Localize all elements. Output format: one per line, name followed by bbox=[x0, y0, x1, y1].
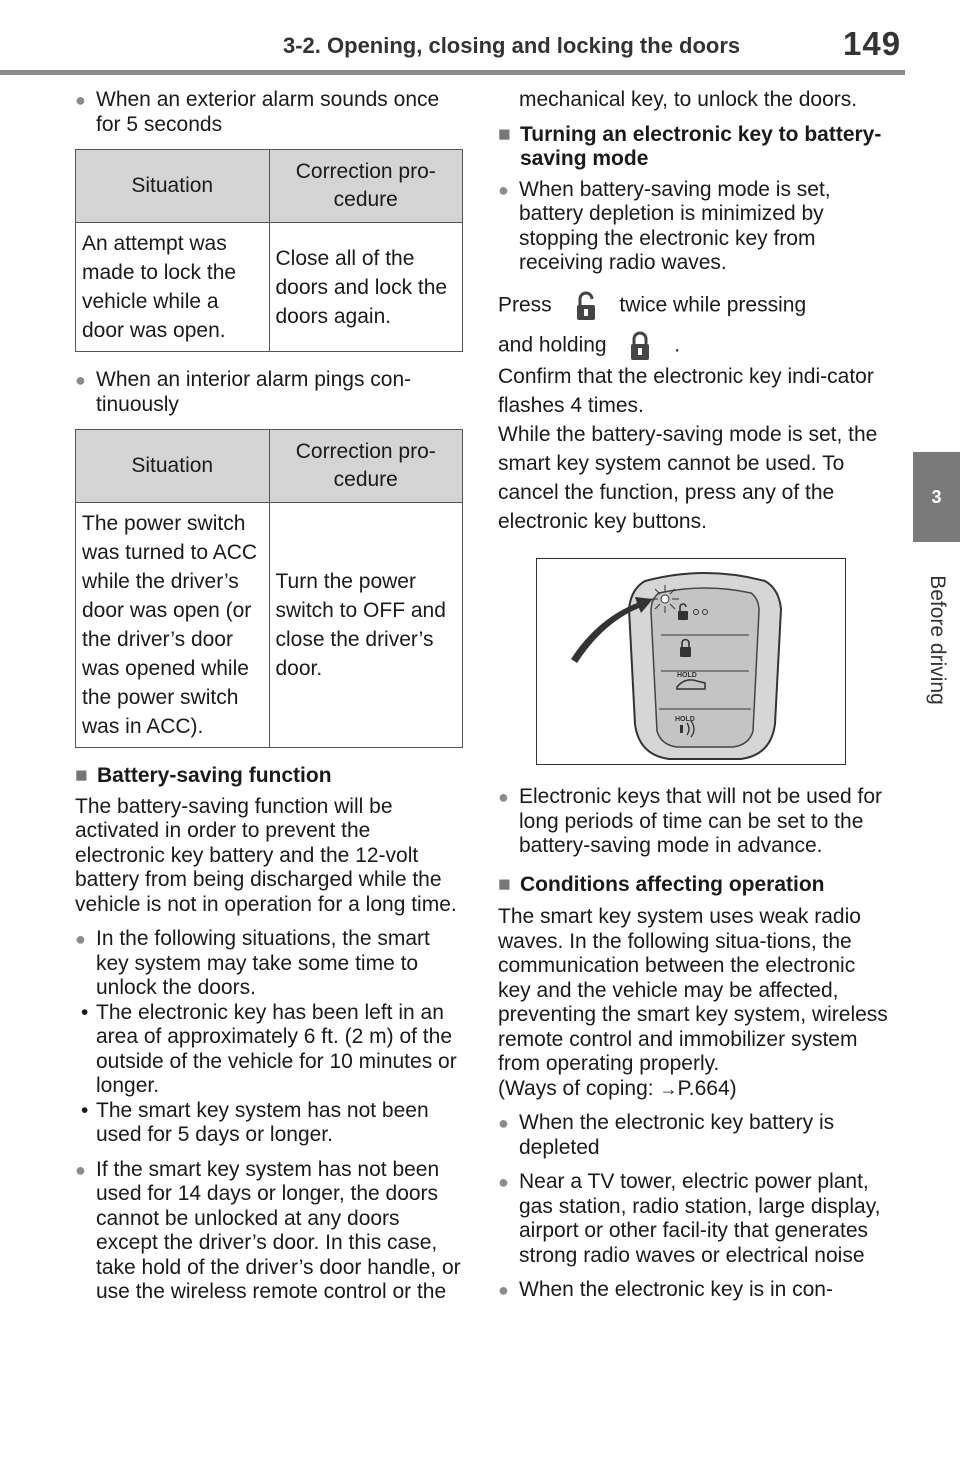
table-header-correction: Correction pro-cedure bbox=[269, 430, 463, 503]
table-header-correction: Correction pro-cedure bbox=[269, 150, 463, 223]
hold-text-end: . bbox=[674, 333, 681, 357]
press-text: Press bbox=[498, 293, 552, 317]
table-cell-situation: The power switch was turned to ACC while the driver’s door was open (or the driver’s door was opened while the power switch was in ACC). bbox=[76, 503, 270, 748]
bullet-situations: ● In the following situations, the smart key system may take some time to unlock the doors. bbox=[75, 927, 465, 1001]
page-header bbox=[0, 0, 960, 76]
bullet-advance-setting: ● Electronic keys that will not be used for long periods of time can be set to the battery-saving mode in advance. bbox=[498, 785, 890, 859]
hold-label-lower: HOLD bbox=[675, 715, 695, 723]
bullet-exterior-alarm: ● When an exterior alarm sounds once for 5 seconds bbox=[75, 88, 465, 137]
bullet-14-days: ● If the smart key system has not been used for 14 days or longer, the doors cannot be unlocked at any doors except the driver’s door. In this case, take hold of the driver’s door handle, or use the wireless remote control or the bbox=[75, 1158, 465, 1305]
heading-battery-saving-mode: ■ Turning an electronic key to battery-saving mode bbox=[498, 123, 890, 172]
heading-battery-saving: ■ Battery-saving function bbox=[75, 764, 465, 789]
bullet-interior-alarm: ● When an interior alarm pings con-tinuously bbox=[75, 368, 465, 417]
left-column bbox=[75, 88, 465, 1315]
confirm-text: Confirm that the electronic key indi-cator flashes 4 times. bbox=[498, 364, 874, 417]
hold-label-upper: HOLD bbox=[677, 671, 697, 679]
page-number: 149 bbox=[843, 25, 902, 62]
heading-conditions: ■ Conditions affecting operation bbox=[498, 873, 890, 898]
bullet-battery-depleted: ● When the electronic key battery is depleted bbox=[498, 1111, 890, 1160]
paragraph-battery-saving: The battery-saving function will be activated in order to prevent the electronic key battery and the 12-volt battery from being discharged while the vehicle is not in operation for a long time. bbox=[75, 794, 457, 916]
ways-of-coping bbox=[498, 1077, 890, 1102]
paragraph-conditions: The smart key system uses weak radio waves. In the following situa-tions, the communication between the electronic key and the vehicle may be affected, preventing the smart key system, wireless remote control and immobilizer system from operating properly. bbox=[498, 905, 888, 1075]
unlock-icon bbox=[558, 290, 614, 322]
ways-text: (Ways of coping: bbox=[498, 1076, 660, 1100]
table-cell-situation: An attempt was made to lock the vehicle while a door was open. bbox=[76, 223, 270, 352]
chapter-label: Before driving bbox=[926, 575, 949, 705]
electronic-key-figure bbox=[536, 558, 846, 765]
sub-item-left-outside: • The electronic key has been left in an area of approximately 6 ft. (2 m) of the outside of the vehicle for 10 minutes or longer. bbox=[75, 1001, 465, 1099]
sub-item-not-used: • The smart key system has not been used for 5 days or longer. bbox=[75, 1099, 465, 1148]
chapter-number: 3 bbox=[931, 486, 942, 507]
press-instruction bbox=[498, 290, 890, 322]
arrow-right-icon: → bbox=[659, 1078, 678, 1099]
table-header-situation: Situation bbox=[76, 430, 270, 503]
table-row bbox=[76, 503, 463, 748]
hold-instruction bbox=[498, 330, 890, 362]
while-text: While the battery-saving mode is set, the smart key system cannot be used. To cancel the function, press any of the electronic key buttons. bbox=[498, 422, 878, 533]
ways-page-ref: P.664) bbox=[677, 1076, 737, 1100]
bullet-near-tower: ● Near a TV tower, electric power plant, gas station, radio station, large display, airport or other facil-ity that generates strong radio waves or electrical noise bbox=[498, 1170, 890, 1268]
press-text-continued: twice while pressing bbox=[619, 293, 807, 317]
hold-text: and holding bbox=[498, 333, 607, 357]
header-rule bbox=[0, 70, 905, 75]
table-cell-correction: Close all of the doors and lock the doors again. bbox=[269, 223, 463, 352]
lock-icon bbox=[612, 330, 668, 362]
table-header-situation: Situation bbox=[76, 150, 270, 223]
section-title: 3-2. Opening, closing and locking the doors bbox=[283, 33, 741, 58]
interior-alarm-table bbox=[75, 429, 463, 748]
bullet-contact: ● When the electronic key is in con- bbox=[498, 1278, 890, 1303]
bullet-battery-saving-mode: ● When battery-saving mode is set, battery depletion is minimized by stopping the electronic key from receiving radio waves. bbox=[498, 178, 890, 276]
right-column bbox=[498, 88, 890, 1313]
table-row bbox=[76, 223, 463, 352]
chapter-tab bbox=[913, 452, 960, 542]
table-cell-correction: Turn the power switch to OFF and close the driver’s door. bbox=[269, 503, 463, 748]
continued-text: mechanical key, to unlock the doors. bbox=[519, 88, 858, 111]
exterior-alarm-table bbox=[75, 149, 463, 352]
